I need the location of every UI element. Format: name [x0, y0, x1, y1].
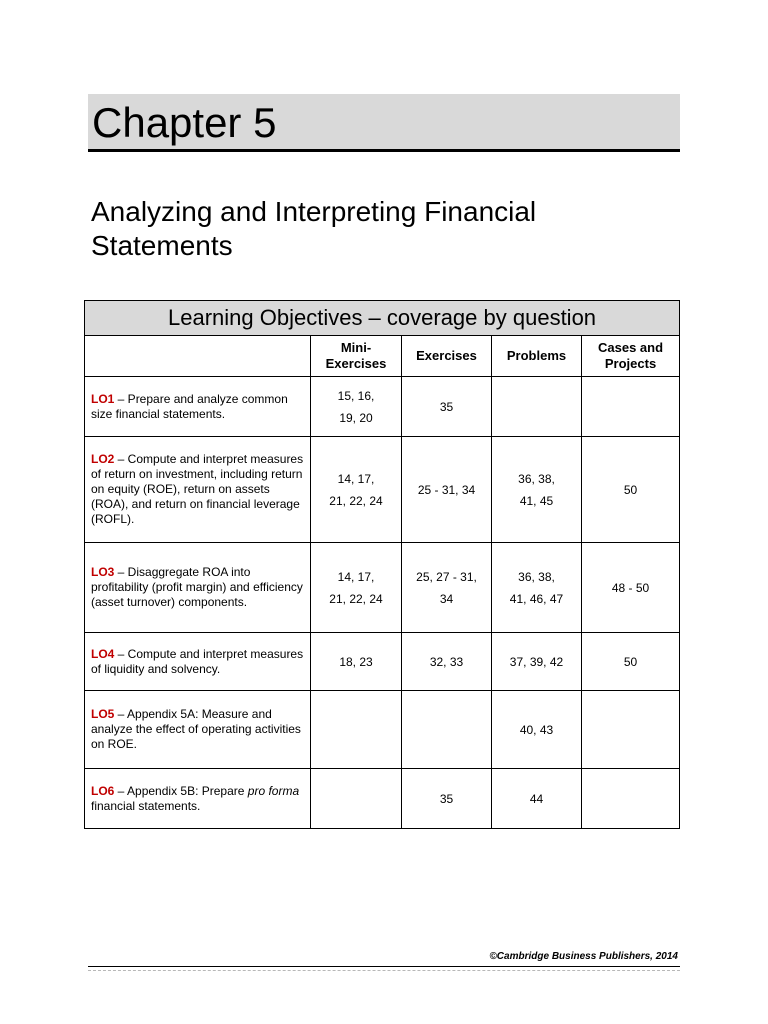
cases-cell: 50 — [582, 633, 680, 691]
table-header-row — [85, 336, 680, 377]
objective-description-post: financial statements. — [91, 798, 201, 813]
objective-cell — [85, 769, 311, 829]
objective-code: LO1 — [91, 391, 115, 406]
footer-divider — [88, 966, 680, 967]
column-header-problems: Problems — [492, 336, 582, 377]
exercises-cell: 35 — [402, 377, 492, 437]
mini-exercises-cell — [311, 691, 402, 769]
footer-copyright: ©Cambridge Business Publishers, 2014 — [489, 951, 678, 962]
problems-cell: 44 — [492, 769, 582, 829]
table-title: Learning Objectives – coverage by question — [85, 301, 680, 336]
footer-faint-line — [88, 970, 680, 975]
mini-exercises-cell: 14, 17, 21, 22, 24 — [311, 543, 402, 633]
cases-cell — [582, 691, 680, 769]
objective-description: – Prepare and analyze common size financial statements. — [91, 391, 288, 421]
exercises-cell — [402, 691, 492, 769]
cases-cell: 48 - 50 — [582, 543, 680, 633]
problems-cell: 36, 38, 41, 46, 47 — [492, 543, 582, 633]
cases-cell — [582, 769, 680, 829]
mini-exercises-cell: 14, 17, 21, 22, 24 — [311, 437, 402, 543]
table-row — [85, 377, 680, 437]
objective-cell — [85, 691, 311, 769]
objective-cell — [85, 377, 311, 437]
objective-cell — [85, 437, 311, 543]
chapter-subtitle: Analyzing and Interpreting Financial Statements — [91, 196, 537, 261]
objective-description: – Compute and interpret measures of return on investment, including return on equity (ROE), return on assets (ROA), and return on financial leverage (ROFL). — [91, 452, 304, 526]
objective-code: LO6 — [91, 783, 115, 798]
objective-code: LO4 — [91, 646, 115, 661]
problems-cell: 36, 38, 41, 45 — [492, 437, 582, 543]
exercises-cell: 25, 27 - 31, 34 — [402, 543, 492, 633]
objective-description: – Compute and interpret measures of liquidity and solvency. — [91, 646, 304, 676]
table-row — [85, 437, 680, 543]
problems-cell: 37, 39, 42 — [492, 633, 582, 691]
objective-cell — [85, 543, 311, 633]
table-row — [85, 769, 680, 829]
column-header-cases: Cases and Projects — [582, 336, 680, 377]
column-header-objective — [85, 336, 311, 377]
problems-cell — [492, 377, 582, 437]
table-row — [85, 691, 680, 769]
chapter-header-bar — [88, 94, 680, 152]
exercises-cell: 35 — [402, 769, 492, 829]
exercises-cell: 32, 33 — [402, 633, 492, 691]
problems-cell: 40, 43 — [492, 691, 582, 769]
objective-description: – Disaggregate ROA into profitability (profit margin) and efficiency (asset turnover) components. — [91, 565, 303, 609]
objective-code: LO5 — [91, 707, 115, 721]
objective-code: LO3 — [91, 565, 115, 579]
chapter-title: Chapter 5 — [92, 99, 277, 146]
objective-description: – Appendix 5A: Measure and analyze the effect of operating activities on ROE. — [91, 707, 301, 751]
objective-code: LO2 — [91, 452, 115, 466]
cases-cell: 50 — [582, 437, 680, 543]
column-header-mini-exercises: Mini- Exercises — [311, 336, 402, 377]
table-row — [85, 633, 680, 691]
objective-description-pre: – Appendix 5B: Prepare — [114, 783, 248, 798]
objective-description-italic: pro forma — [247, 783, 300, 798]
mini-exercises-cell: 18, 23 — [311, 633, 402, 691]
learning-objectives-table — [84, 300, 680, 829]
cases-cell — [582, 377, 680, 437]
table-row — [85, 543, 680, 633]
exercises-cell: 25 - 31, 34 — [402, 437, 492, 543]
column-header-exercises: Exercises — [402, 336, 492, 377]
objective-cell — [85, 633, 311, 691]
mini-exercises-cell — [311, 769, 402, 829]
mini-exercises-cell: 15, 16, 19, 20 — [311, 377, 402, 437]
